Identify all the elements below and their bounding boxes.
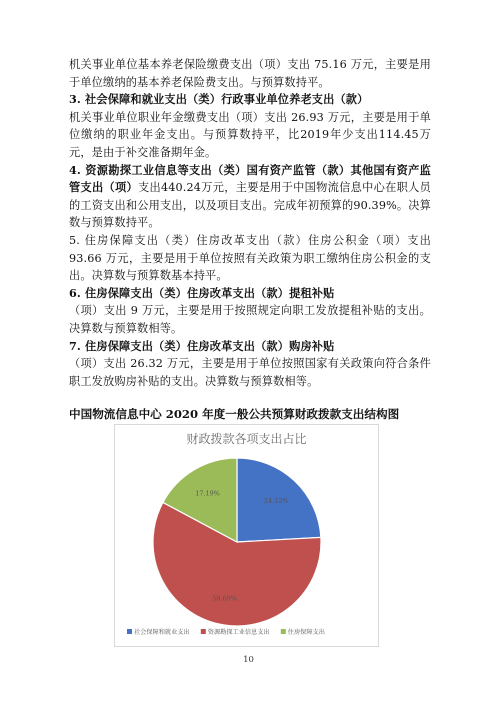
paragraph-text: 机关事业单位基本养老保险缴费支出（项）支出 75.16 万元，主要是用于单位缴纳的基本养老保险费支出。与预算数持平。 [69, 58, 431, 89]
pie-chart-svg [115, 425, 378, 646]
pie-slice-label: 58.69% [212, 594, 238, 603]
paragraph-annuity [69, 109, 431, 162]
section-heading-7 [69, 338, 431, 356]
paragraph-housing-fund [69, 232, 431, 285]
legend-label: 住房保障支出 [287, 629, 325, 636]
section-heading-3 [69, 91, 431, 109]
body-text [69, 56, 431, 390]
legend-swatch [201, 629, 206, 634]
pie-chart [114, 424, 379, 647]
paragraph-text: 支出440.24万元，主要是用于中国物流信息中心在职人员的工资支出和公用支出，以及项目支出。完成年初预算的90.39%。决算数与预算数持平。 [69, 181, 431, 230]
paragraph-text: 机关事业单位职业年金缴费支出（项）支出 26.93 万元，主要是用于单位缴纳的职业年金支出。与预算数持平，比2019年少支出114.45万元，是由于补交准备期年金。 [69, 110, 431, 159]
paragraph-text: （项）支出 9 万元，主要是用于按照规定向职工发放提租补贴的支出。决算数与预算数相等。 [69, 304, 431, 335]
legend-label: 资源勘探工业信息支出 [207, 629, 270, 636]
heading-text: 4. 资源勘探工业信息等支出（类）国有资产监管（款）其他国有资产监管支出（项） [69, 162, 431, 195]
paragraph-text: 5. 住房保障支出（类）住房改革支出（款）住房公积金（项）支出 93.66 万元，主要是用于单位按照有关政策为职工缴纳住房公积金的支出。决算数与预算数基本持平。 [69, 233, 431, 283]
heading-text: 3. 社会保障和就业支出（类）行政事业单位养老支出（款） [69, 92, 369, 107]
pie-title: 财政拨款各项支出占比 [186, 432, 307, 446]
heading-text: 7. 住房保障支出（类）住房改革支出（款）购房补贴 [69, 338, 335, 353]
paragraph-housing-subsidy [69, 355, 431, 390]
heading-text: 6. 住房保障支出（类）住房改革支出（款）提租补贴 [69, 285, 335, 300]
legend-swatch [281, 629, 286, 634]
paragraph-pension [69, 56, 431, 91]
paragraph-text: （项）支出 26.32 万元，主要是用于单位按照国家有关政策向符合条件职工发放购房补贴的支出。决算数与预算数相等。 [69, 357, 431, 388]
section-heading-6 [69, 285, 431, 303]
pie-slice-label: 17.19% [195, 489, 220, 498]
chart-heading: 中国物流信息中心 2020 年度一般公共预算财政拨款支出结构图 [69, 407, 400, 421]
page-number: 10 [243, 655, 254, 665]
legend-swatch [127, 629, 132, 634]
paragraph-rent-subsidy [69, 302, 431, 337]
legend-label: 社会保障和就业支出 [134, 629, 190, 636]
pie-slice-label: 24.12% [263, 497, 289, 505]
paragraph-resources [69, 162, 431, 232]
